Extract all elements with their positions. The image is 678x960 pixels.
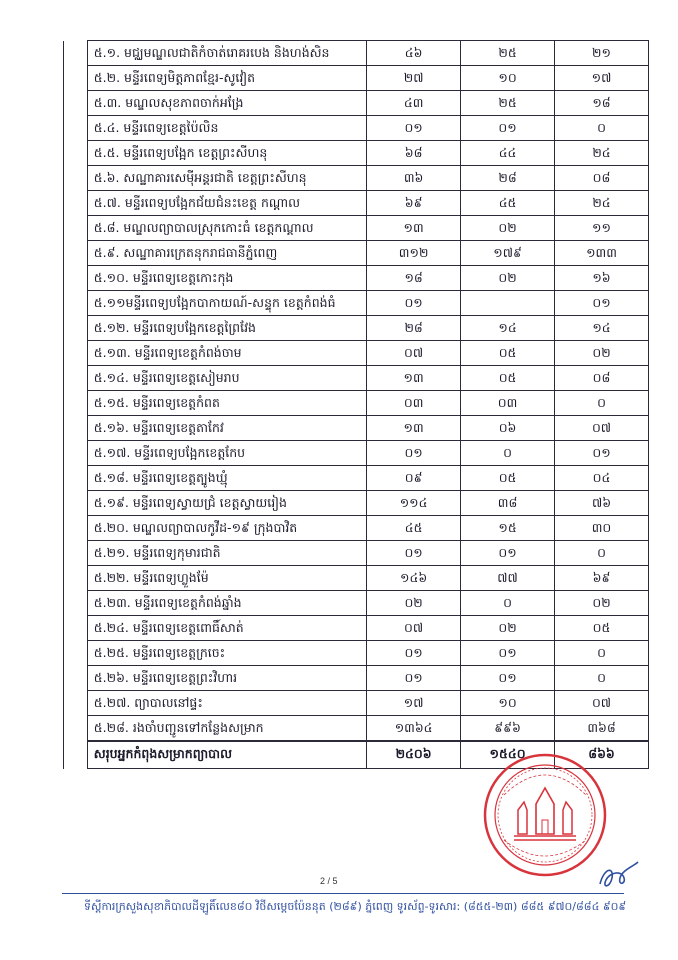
table-row xyxy=(64,716,649,742)
col-b-count: ១៤ xyxy=(555,316,649,341)
col-a-count: ១៧៩ xyxy=(461,241,555,266)
total-count: ៦៨ xyxy=(367,141,461,166)
col-a-count: ១៥ xyxy=(461,516,555,541)
total-count: ០១ xyxy=(367,666,461,691)
col-b-count: ១៦ xyxy=(555,266,649,291)
table-row xyxy=(64,216,649,241)
col-a-count: ២៥ xyxy=(461,91,555,116)
total-count: ០១ xyxy=(367,441,461,466)
row-spacer-cell xyxy=(64,391,88,416)
col-b-count: ០ xyxy=(555,116,649,141)
col-b-count: ៣០ xyxy=(555,516,649,541)
col-a-count: ១៤ xyxy=(461,316,555,341)
total-count: ៤៥ xyxy=(367,516,461,541)
col-b-count: ០២ xyxy=(555,341,649,366)
col-b-count: ៣៦៨ xyxy=(555,716,649,742)
col-b-count: ២១ xyxy=(555,41,649,66)
row-spacer-cell xyxy=(64,116,88,141)
row-spacer-cell xyxy=(64,291,88,316)
total-count: ០១ xyxy=(367,641,461,666)
col-a-count: ០ xyxy=(461,441,555,466)
table-row xyxy=(64,66,649,91)
row-spacer-cell xyxy=(64,591,88,616)
ministry-seal-stamp-icon xyxy=(480,750,610,880)
facility-name: ៥.២. មន្ទីរពេទ្យមិត្តភាពខ្មែរ-សូវៀត xyxy=(87,66,366,91)
col-a-count: ៣៨ xyxy=(461,491,555,516)
total-count: ៤៣ xyxy=(367,91,461,116)
col-a-count: ៩៩៦ xyxy=(461,716,555,742)
table-row xyxy=(64,616,649,641)
col-b-count: ០៧ xyxy=(555,416,649,441)
row-spacer-cell xyxy=(64,441,88,466)
col-b-count: ០៨ xyxy=(555,166,649,191)
total-count: ១៨ xyxy=(367,266,461,291)
col-a-count: ០១ xyxy=(461,116,555,141)
col-a-count: ២៥ xyxy=(461,41,555,66)
col-a-count: ០៥ xyxy=(461,466,555,491)
col-b-count: ០ xyxy=(555,391,649,416)
col-a-count: ៤៥ xyxy=(461,191,555,216)
row-spacer-cell xyxy=(64,566,88,591)
total-count: ០២ xyxy=(367,591,461,616)
facility-name: ៥.១០. មន្ទីរពេទ្យខេត្តកោះកុង xyxy=(87,266,366,291)
row-spacer-cell xyxy=(64,341,88,366)
col-a-count: ០ xyxy=(461,591,555,616)
col-b-count: ១៧ xyxy=(555,66,649,91)
total-count: ១៣ xyxy=(367,366,461,391)
facility-name: ៥.៧. មន្ទីរពេទ្យបង្អែកជ័យជំនះខេត្ត កណ្ដាល xyxy=(87,191,366,216)
col-b-count: ១៣៣ xyxy=(555,241,649,266)
table-row xyxy=(64,666,649,691)
facility-name: ៥.១២. មន្ទីរពេទ្យបង្អែកខេត្តព្រៃវែង xyxy=(87,316,366,341)
col-b-count: ០៥ xyxy=(555,616,649,641)
col-b-count: ០១ xyxy=(555,291,649,316)
table-row xyxy=(64,241,649,266)
row-spacer-cell xyxy=(64,466,88,491)
row-spacer-cell xyxy=(64,541,88,566)
col-b-count: ១៨ xyxy=(555,91,649,116)
table-row xyxy=(64,41,649,66)
row-spacer-cell xyxy=(64,141,88,166)
facility-name: ៥.៥. មន្ទីរពេទ្យបង្អែក ខេត្តព្រះសីហនុ xyxy=(87,141,366,166)
signature-icon xyxy=(596,858,642,892)
row-spacer-cell xyxy=(64,516,88,541)
table-row xyxy=(64,391,649,416)
facility-name: ៥.២០. មណ្ឌលព្យាបាលកូវីដ-១៩ ក្រុងបាវិត xyxy=(87,516,366,541)
facility-name: ៥.២៦. មន្ទីរពេទ្យខេត្តព្រះវិហារ xyxy=(87,666,366,691)
col-a-count xyxy=(461,291,555,316)
total-label: សរុបអ្នកកំពុងសម្រាកព្យាបាល xyxy=(87,741,366,769)
total-count: ០១ xyxy=(367,291,461,316)
total-col-a: ១៥៤០ xyxy=(461,741,555,769)
row-spacer-cell xyxy=(64,191,88,216)
total-count: ១៣ xyxy=(367,216,461,241)
facility-name: ៥.១៧. មន្ទីរពេទ្យបង្អែកខេត្តកែប xyxy=(87,441,366,466)
total-count: ២៨ xyxy=(367,316,461,341)
col-b-count: ៦៩ xyxy=(555,566,649,591)
row-spacer-cell xyxy=(64,641,88,666)
row-spacer-cell xyxy=(64,491,88,516)
facility-name: ៥.២៥. មន្ទីរពេទ្យខេត្តក្រចេះ xyxy=(87,641,366,666)
row-spacer-cell xyxy=(64,316,88,341)
facility-name: ៥.១១មន្ទីរពេទ្យបង្អែកបាកាយណ៍-សន្ទុក ខេត្តកំពង់ធំ xyxy=(87,291,366,316)
facility-name: ៥.៩. សណ្ឋាគារក្រេតនុករាជធានីភ្នំពេញ xyxy=(87,241,366,266)
facility-name: ៥.២១. មន្ទីរពេទ្យកុមារជាតិ xyxy=(87,541,366,566)
col-b-count: ០៨ xyxy=(555,366,649,391)
total-count: ២៤០៦ xyxy=(367,741,461,769)
table-row xyxy=(64,316,649,341)
facility-name: ៥.១៣. មន្ទីរពេទ្យខេត្តកំពង់ចាម xyxy=(87,341,366,366)
table-row xyxy=(64,691,649,716)
total-count: ០៩ xyxy=(367,466,461,491)
table-row xyxy=(64,266,649,291)
col-a-count: ០២ xyxy=(461,266,555,291)
facility-name: ៥.១៤. មន្ទីរពេទ្យខេត្តសៀមរាប xyxy=(87,366,366,391)
col-b-count: ០ xyxy=(555,541,649,566)
col-a-count: ០៦ xyxy=(461,416,555,441)
footer-divider xyxy=(62,893,624,894)
col-a-count: ០១ xyxy=(461,541,555,566)
total-count: ០១ xyxy=(367,541,461,566)
col-b-count: ៧៦ xyxy=(555,491,649,516)
total-count: ១៣៦៤ xyxy=(367,716,461,742)
col-b-count: ២៤ xyxy=(555,191,649,216)
total-count: ១៣ xyxy=(367,416,461,441)
row-spacer-cell xyxy=(64,41,88,66)
row-spacer-cell xyxy=(64,91,88,116)
facility-name: ៥.១៦. មន្ទីរពេទ្យខេត្តតាកែវ xyxy=(87,416,366,441)
facility-name: ៥.១៩. មន្ទីរពេទ្យស្វាយជ្រំ ខេត្តស្វាយរៀង xyxy=(87,491,366,516)
table-row xyxy=(64,566,649,591)
row-spacer-cell xyxy=(64,216,88,241)
col-a-count: ០៣ xyxy=(461,391,555,416)
facility-name: ៥.១៥. មន្ទីរពេទ្យខេត្តកំពត xyxy=(87,391,366,416)
col-b-count: ០២ xyxy=(555,591,649,616)
col-b-count: ០ xyxy=(555,641,649,666)
col-b-count: ០១ xyxy=(555,441,649,466)
row-spacer-cell xyxy=(64,366,88,391)
total-count: ៣១២ xyxy=(367,241,461,266)
facility-name: ៥.២៧. ព្យាបាលនៅផ្ទះ xyxy=(87,691,366,716)
row-spacer-cell xyxy=(64,616,88,641)
table-row xyxy=(64,466,649,491)
row-spacer-cell xyxy=(64,266,88,291)
table-row xyxy=(64,441,649,466)
page-number: 2 / 5 xyxy=(320,876,338,886)
facility-name: ៥.២៣. មន្ទីរពេទ្យខេត្តកំពង់ឆ្នាំង xyxy=(87,591,366,616)
table-row xyxy=(64,191,649,216)
col-b-count: ១១ xyxy=(555,216,649,241)
table-row xyxy=(64,541,649,566)
col-a-count: ០១ xyxy=(461,641,555,666)
facility-name: ៥.១៨. មន្ទីរពេទ្យខេត្តត្បូងឃ្មុំ xyxy=(87,466,366,491)
row-spacer-cell xyxy=(64,716,88,742)
row-spacer-cell xyxy=(64,166,88,191)
total-count: ០៣ xyxy=(367,391,461,416)
table-row xyxy=(64,516,649,541)
total-count: ០៧ xyxy=(367,616,461,641)
table-row xyxy=(64,591,649,616)
col-b-count: ២៤ xyxy=(555,141,649,166)
facility-name: ៥.២២. មន្ទីរពេទ្យហ្លួងម៉ែ xyxy=(87,566,366,591)
col-b-count: ០ xyxy=(555,666,649,691)
facility-name: ៥.១. មជ្ឈមណ្ឌលជាតិកំចាត់រោគរបេង និងហង់សិន xyxy=(87,41,366,66)
total-count: ០៧ xyxy=(367,341,461,366)
total-count: ១៧ xyxy=(367,691,461,716)
total-count: ២៧ xyxy=(367,66,461,91)
patients-table xyxy=(63,40,649,769)
col-a-count: ០២ xyxy=(461,616,555,641)
total-count: ១១៤ xyxy=(367,491,461,516)
footer-address: ទីស្តីការក្រសួងសុខាភិបាលដីឡូតិ៍លេខ៨០ វិថីសម្តេចប៉ែននុត (២៨៩) ភ្នំពេញ ទូរស័ព្ទ-ទូរសារ: (៨៥៥-២៣) ៨៨៥ ៩៧០/៨៨៤ ៩០៩ xyxy=(84,900,627,913)
table-row xyxy=(64,366,649,391)
col-a-count: ០៥ xyxy=(461,366,555,391)
total-count: ៦៩ xyxy=(367,191,461,216)
facility-name: ៥.៨. មណ្ឌលព្យាបាលស្រុកកោះធំ ខេត្តកណ្ដាល xyxy=(87,216,366,241)
col-a-count: ០១ xyxy=(461,666,555,691)
table-row xyxy=(64,166,649,191)
col-b-count: ០៧ xyxy=(555,691,649,716)
table-row xyxy=(64,141,649,166)
facility-name: ៥.៣. មណ្ឌលសុខភាពចាក់អង្រែ xyxy=(87,91,366,116)
table-row xyxy=(64,291,649,316)
row-spacer-cell xyxy=(64,666,88,691)
col-a-count: ៤៤ xyxy=(461,141,555,166)
row-spacer-cell xyxy=(64,241,88,266)
table-row xyxy=(64,416,649,441)
col-a-count: ០២ xyxy=(461,216,555,241)
total-spacer-cell xyxy=(64,741,88,769)
col-a-count: ២៨ xyxy=(461,166,555,191)
col-a-count: ០៥ xyxy=(461,341,555,366)
table-row xyxy=(64,641,649,666)
facility-name: ៥.២៨. រងចាំបញ្ជូនទៅកន្លែងសម្រាក xyxy=(87,716,366,742)
col-a-count: ៧៧ xyxy=(461,566,555,591)
table-row xyxy=(64,341,649,366)
patients-table-body xyxy=(64,41,649,742)
row-spacer-cell xyxy=(64,691,88,716)
table-row xyxy=(64,116,649,141)
col-a-count: ១០ xyxy=(461,66,555,91)
table-row xyxy=(64,491,649,516)
facility-name: ៥.២៤. មន្ទីរពេទ្យខេត្តពោធិ៍សាត់ xyxy=(87,616,366,641)
total-count: ០១ xyxy=(367,116,461,141)
total-col-b: ៨៦៦ xyxy=(555,741,649,769)
row-spacer-cell xyxy=(64,66,88,91)
row-spacer-cell xyxy=(64,416,88,441)
total-count: ៤៦ xyxy=(367,41,461,66)
facility-name: ៥.៦. សណ្ឋាគារសេម៉ីអន្តរជាតិ ខេត្តព្រះសីហនុ xyxy=(87,166,366,191)
total-count: ៣៦ xyxy=(367,166,461,191)
col-a-count: ១០ xyxy=(461,691,555,716)
col-b-count: ០៤ xyxy=(555,466,649,491)
total-count: ១៤៦ xyxy=(367,566,461,591)
table-row xyxy=(64,91,649,116)
facility-name: ៥.៤. មន្ទីរពេទ្យខេត្តប៉ៃលិន xyxy=(87,116,366,141)
